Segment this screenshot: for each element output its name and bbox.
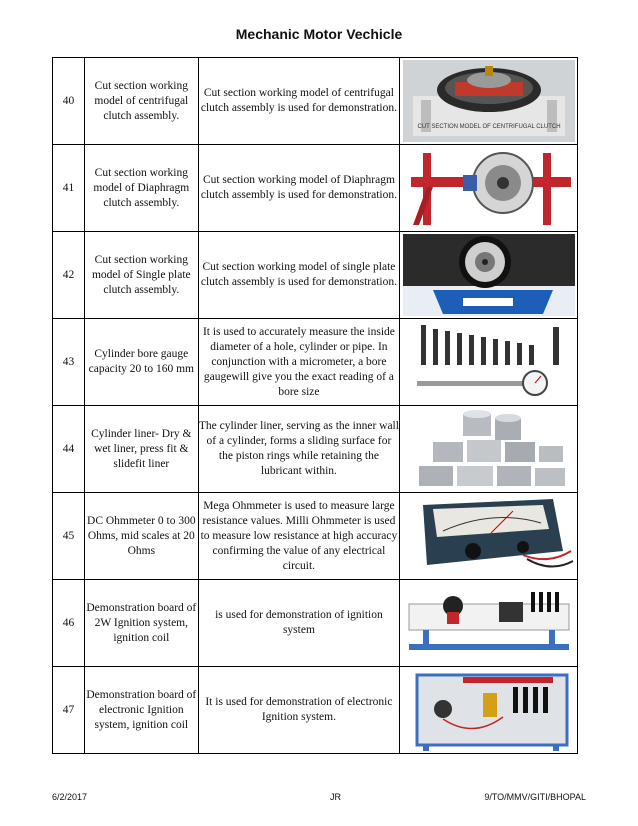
footer-reference: 9/TO/MMV/GITI/BHOPAL: [484, 792, 586, 802]
item-number: 43: [53, 319, 85, 406]
item-image-cell: [400, 145, 578, 232]
item-name: Cut section working model of Diaphragm clutch assembly.: [85, 145, 198, 232]
item-name: Cut section working model of centrifugal clutch assembly.: [85, 58, 198, 145]
table-row: [53, 232, 578, 319]
item-description: It is used for demonstration of electronic Ignition system.: [198, 667, 400, 754]
item-number: 45: [53, 493, 85, 580]
table-row: [53, 580, 578, 667]
equipment-table: [52, 57, 578, 754]
bore-gauge-photo: [403, 321, 575, 403]
item-image-cell: [400, 493, 578, 580]
item-image-cell: [400, 667, 578, 754]
item-description: is used for demonstration of ignition system: [198, 580, 400, 667]
electronic-ignition-board-photo: [403, 669, 575, 751]
item-name: Cylinder bore gauge capacity 20 to 160 mm: [85, 319, 198, 406]
item-name: Demonstration board of 2W Ignition system, ignition coil: [85, 580, 198, 667]
item-name: Cylinder liner- Dry & wet liner, press fit & slidefit liner: [85, 406, 198, 493]
table-row: [53, 145, 578, 232]
2w-ignition-board-photo: [403, 582, 575, 664]
item-description: Cut section working model of Diaphragm clutch assembly is used for demonstration.: [198, 145, 400, 232]
photo-caption: CUT SECTION MODEL OF CENTRIFUGAL CLUTCH: [417, 124, 561, 130]
item-image-cell: [400, 319, 578, 406]
cylinder-liners-photo: [403, 408, 575, 490]
item-description: Cut section working model of single plate clutch assembly is used for demonstration.: [198, 232, 400, 319]
item-number: 44: [53, 406, 85, 493]
footer-author: JR: [330, 792, 341, 802]
footer-date: 6/2/2017: [52, 792, 88, 802]
table-row: [53, 58, 578, 145]
item-description: The cylinder liner, serving as the inner wall of a cylinder, forms a sliding surface for the piston rings while retaining the lubricant within.: [198, 406, 400, 493]
item-number: 47: [53, 667, 85, 754]
item-description: Mega Ohmmeter is used to measure large resistance values. Milli Ohmmeter is used to measure low resistance at high accuracy confirming the value of any electrical circuit.: [198, 493, 400, 580]
item-image-cell: [400, 580, 578, 667]
item-number: 42: [53, 232, 85, 319]
item-description: Cut section working model of centrifugal clutch assembly is used for demonstration.: [198, 58, 400, 145]
page-title: Mechanic Motor Vechicle: [235, 26, 403, 42]
item-description: It is used to accurately measure the inside diameter of a hole, cylinder or pipe. In conjunction with a micrometer, a bore gaugewill give you the exact reading of a bore size: [198, 319, 400, 406]
item-image-cell: [400, 232, 578, 319]
table-row: [53, 406, 578, 493]
item-image-cell: [400, 58, 578, 145]
table-row: [53, 493, 578, 580]
item-number: 40: [53, 58, 85, 145]
item-number: 46: [53, 580, 85, 667]
diaphragm-clutch-photo: [403, 147, 575, 229]
item-name: Cut section working model of Single plate clutch assembly.: [85, 232, 198, 319]
item-number: 41: [53, 145, 85, 232]
table-row: [53, 319, 578, 406]
table-row: [53, 667, 578, 754]
ohmmeter-photo: [403, 495, 575, 577]
item-name: DC Ohmmeter 0 to 300 Ohms, mid scales at 20 Ohms: [85, 493, 198, 580]
single-plate-clutch-photo: [403, 234, 575, 316]
centrifugal-clutch-photo: [403, 60, 575, 142]
item-image-cell: [400, 406, 578, 493]
item-name: Demonstration board of electronic Ignition system, ignition coil: [85, 667, 198, 754]
